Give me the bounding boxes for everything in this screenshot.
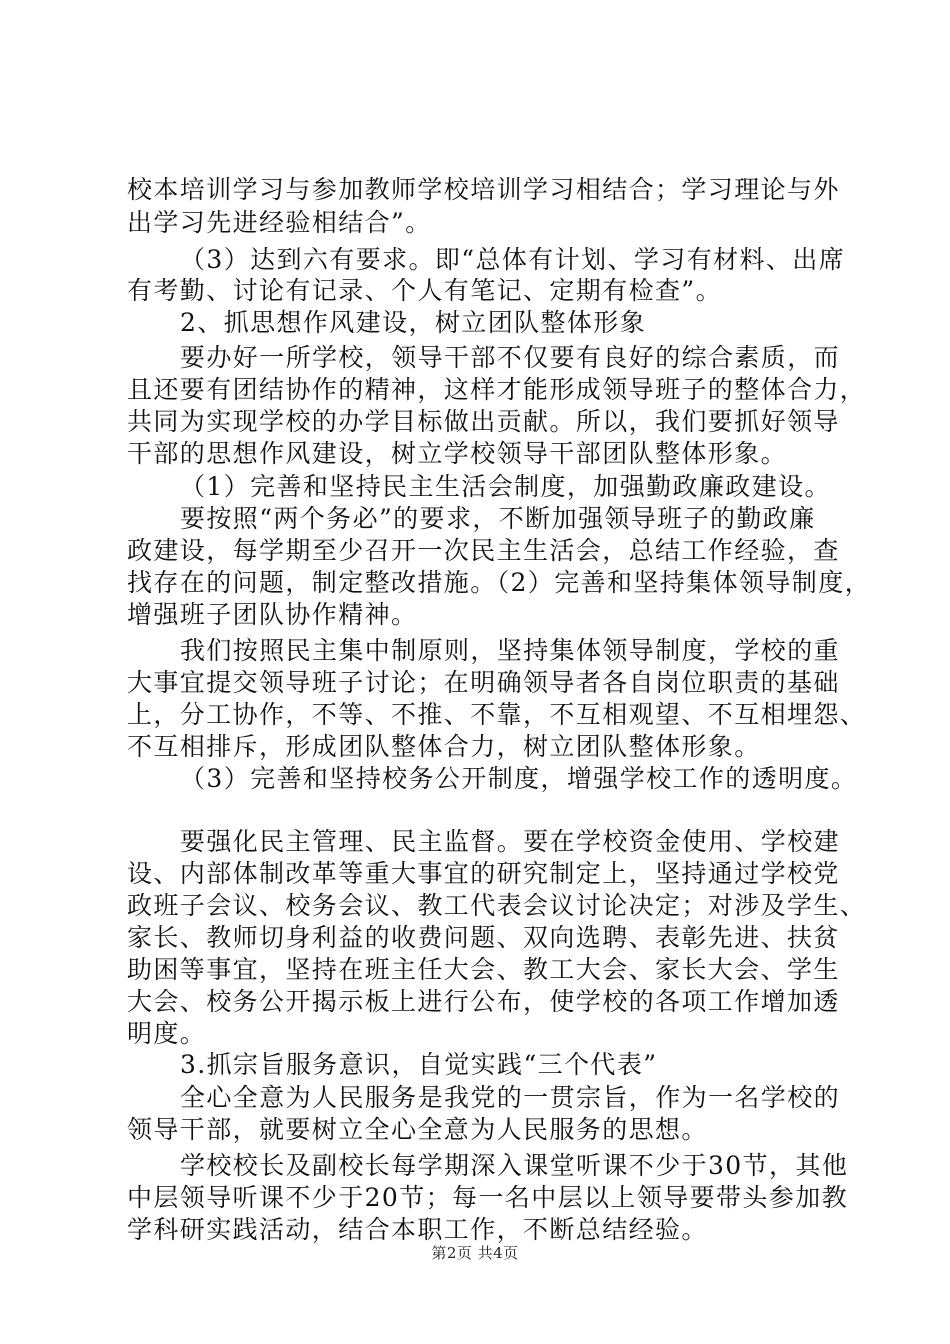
text-line: （3）完善和坚持校务公开制度，增强学校工作的透明度。	[180, 764, 858, 793]
text-line: 找存在的问题，制定整改措施。（2）完善和坚持集体领导制度，	[127, 568, 872, 597]
text-line: 设、内部体制改革等重大事宜的研究制定上，坚持通过学校党	[127, 859, 840, 888]
text-line: 学科研实践活动，结合本职工作，不断总结经验。	[127, 1215, 708, 1244]
text-line: 我们按照民主集中制原则，坚持集体领导制度，学校的重	[180, 636, 841, 665]
text-line: 助困等事宜，坚持在班主任大会、教工大会、家长大会、学生	[127, 955, 840, 984]
text-line: 不互相排斥，形成团队整体合力，树立团队整体形象。	[127, 732, 761, 761]
text-line: 要强化民主管理、民主监督。要在学校资金使用、学校建	[180, 827, 841, 856]
text-line: （1）完善和坚持民主生活会制度，加强勤政廉政建设。	[180, 472, 831, 501]
text-line: 且还要有团结协作的精神，这样才能形成领导班子的整体合力，	[127, 375, 867, 404]
text-line: （3）达到六有要求。即“总体有计划、学习有材料、出席	[180, 245, 846, 274]
text-line: 增强班子团队协作精神。	[127, 600, 418, 629]
text-line: 政班子会议、校务会议、教工代表会议讨论决定；对涉及学生、	[127, 891, 867, 920]
text-line: 出学习先进经验相结合”。	[127, 208, 432, 237]
text-line: 大事宜提交领导班子讨论；在明确领导者各自岗位职责的基础	[127, 668, 840, 697]
text-line: 2、抓思想作风建设，树立团队整体形象	[180, 308, 647, 337]
text-line: 要办好一所学校，领导干部不仅要有良好的综合素质，而	[180, 343, 841, 372]
text-line: 要按照“两个务必”的要求，不断加强领导班子的勤政廉	[180, 504, 816, 533]
text-line: 上，分工协作，不等、不推、不靠，不互相观望、不互相埋怨、	[127, 700, 867, 729]
text-line: 家长、教师切身利益的收费问题、双向选聘、表彰先进、扶贫	[127, 923, 840, 952]
page-footer: 第2页 共4页	[431, 1244, 519, 1262]
text-line: 3.抓宗旨服务意识，自觉实践“三个代表”	[180, 1050, 658, 1079]
text-line: 大会、校务公开揭示板上进行公布，使学校的各项工作增加透	[127, 987, 840, 1016]
text-line: 政建设，每学期至少召开一次民主生活会，总结工作经验，查	[127, 536, 840, 565]
text-line: 中层领导听课不少于20节；每一名中层以上领导要带头参加教	[127, 1183, 849, 1212]
text-line: 共同为实现学校的办学目标做出贡献。所以，我们要抓好领导	[127, 407, 840, 436]
text-line: 领导干部，就要树立全心全意为人民服务的思想。	[127, 1115, 708, 1144]
text-line: 有考勤、讨论有记录、个人有笔记、定期有检查”。	[127, 276, 722, 305]
text-line: 全心全意为人民服务是我党的一贯宗旨，作为一名学校的	[180, 1083, 841, 1112]
text-line: 明度。	[127, 1019, 207, 1048]
text-line: 校本培训学习与参加教师学校培训学习相结合；学习理论与外	[127, 175, 840, 204]
text-line: 干部的思想作风建设，树立学校领导干部团队整体形象。	[127, 439, 788, 468]
text-line: 学校校长及副校长每学期深入课堂听课不少于30节，其他	[180, 1151, 849, 1180]
